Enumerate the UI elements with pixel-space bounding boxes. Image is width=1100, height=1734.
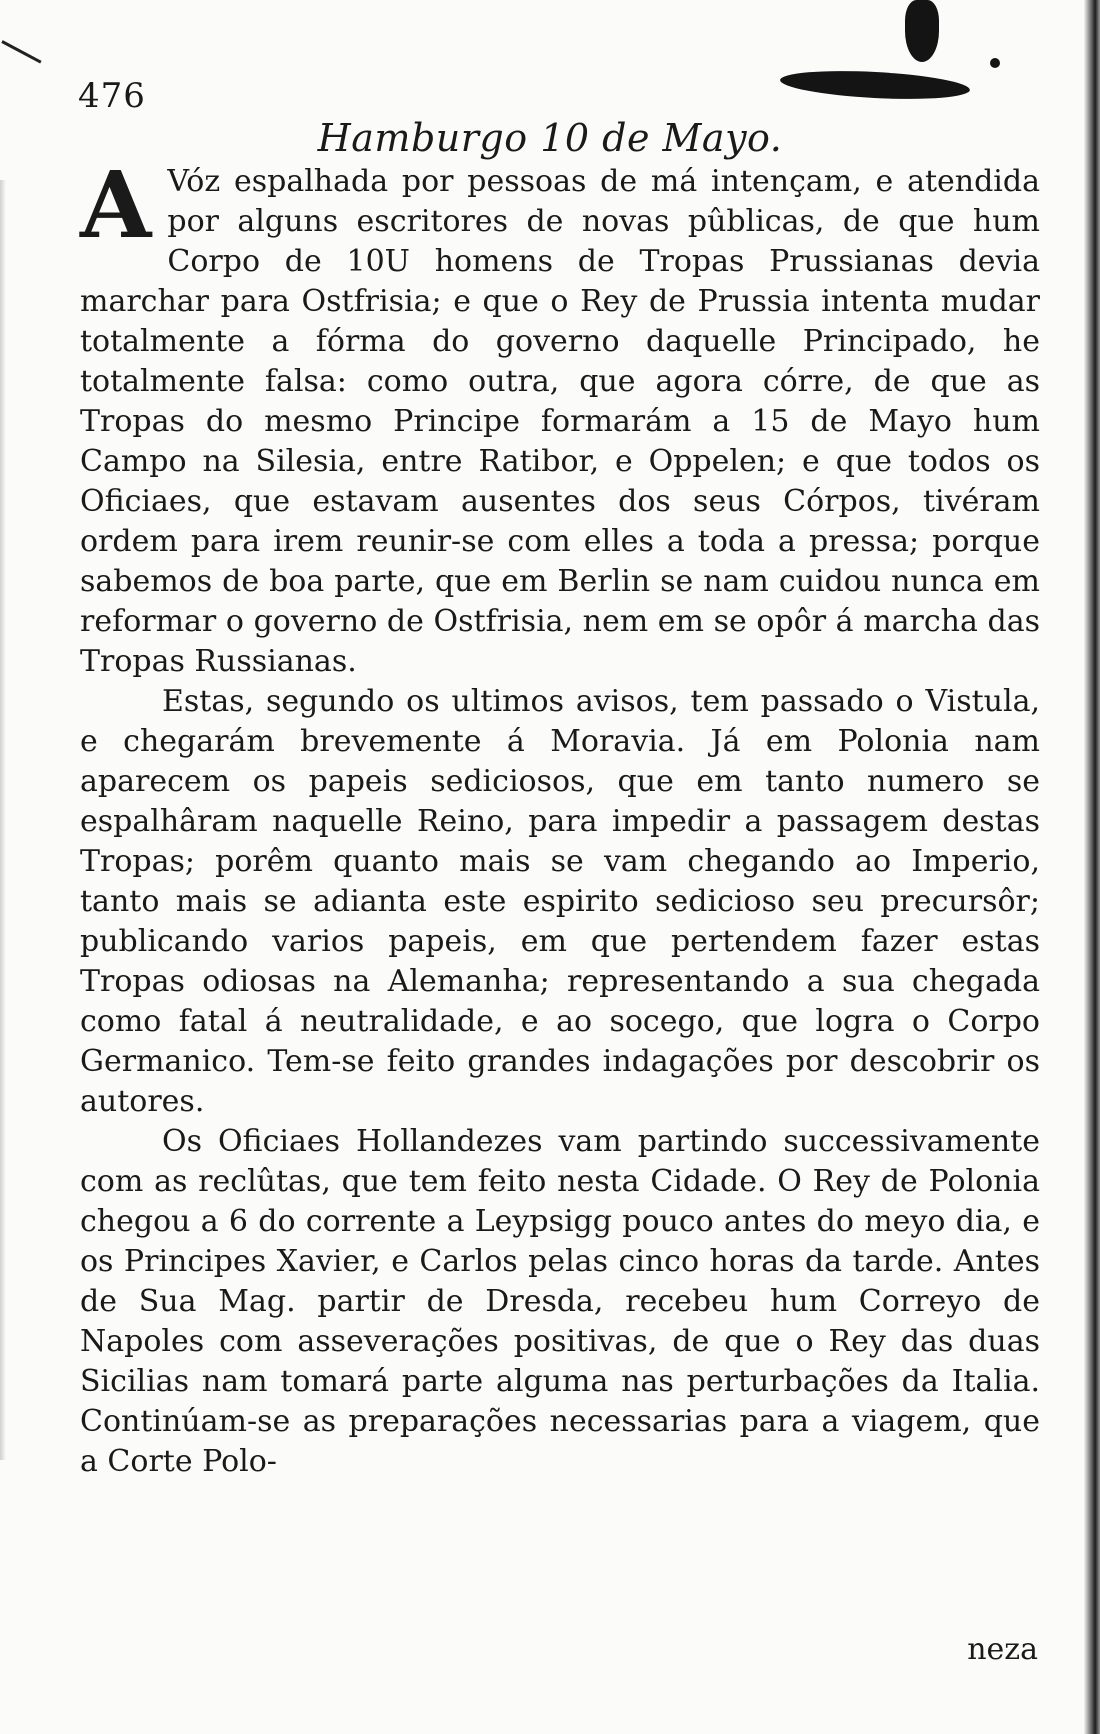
corner-mark <box>1 40 41 63</box>
drop-cap: A <box>80 151 152 259</box>
article-body <box>80 151 1040 1482</box>
page-left-edge <box>0 180 6 1460</box>
book-spine-shadow <box>1084 0 1100 1734</box>
ink-smudge <box>779 67 970 103</box>
dateline-heading: Hamburgo 10 de Mayo. <box>317 116 783 160</box>
paragraph-1 <box>80 151 1040 682</box>
paragraph-3: Os Oficiaes Hollandezes vam partindo successivamente com as reclûtas, que tem feito nesta Cidade. O Rey de Polonia chegou a 6 do corrente a Leypsigg pouco antes do meyo dia, e os Principes Xavier, e Carlos pelas cinco horas da tarde. Antes de Sua Mag. partir de Dresda, recebeu hum Correyo de Napoles com asseverações positivas, de que o Rey das duas Sicilias nam tomará parte alguma nas perturbações da Italia. Continúam-se as preparações necessarias para a viagem, que a Corte Polo- <box>80 1124 1040 1479</box>
catchword: neza <box>967 1632 1038 1667</box>
paragraph-2: Estas, segundo os ultimos avisos, tem passado o Vistula, e chegarám brevemente á Moravia. Já em Polonia nam aparecem os papeis sediciosos, que em tanto numero se espalhâram naquelle Reino, para impedir a passagem destas Tropas; porêm quanto mais se vam chegando ao Imperio, tanto mais se adianta este espirito sedicioso seu precursôr; publicando varios papeis, em que pertendem fazer estas Tropas odiosas na Alemanha; representando a sua chegada como fatal á neutralidade, e ao socego, que logra o Corpo Germanico. Tem-se feito grandes indagações por descobrir os autores. <box>80 684 1040 1119</box>
ink-smudge <box>905 0 939 62</box>
paragraph-1-text: Vóz espalhada por pessoas de má intençam, e atendida por alguns escritores de novas pûblicas, de que hum Corpo de 10U homens de Tropas Prussianas devia marchar para Ostfrisia; e que o Rey de Prussia intenta mudar totalmente a fórma do governo daquelle Principado, he totalmente falsa: como outra, que agora córre, de que as Tropas do mesmo Principe formarám a 15 de Mayo hum Campo na Silesia, entre Ratibor, e Oppelen; e que todos os Oficiaes, que estavam ausentes dos seus Córpos, tivéram ordem para irem reunir-se com elles a toda a pressa; porque sabemos de boa parte, que em Berlin se nam cuidou nunca em reformar o governo de Ostfrisia, nem em se opôr á marcha das Tropas Russianas. <box>80 164 1040 679</box>
ink-dot <box>990 58 1000 68</box>
page-number: 476 <box>78 76 146 116</box>
